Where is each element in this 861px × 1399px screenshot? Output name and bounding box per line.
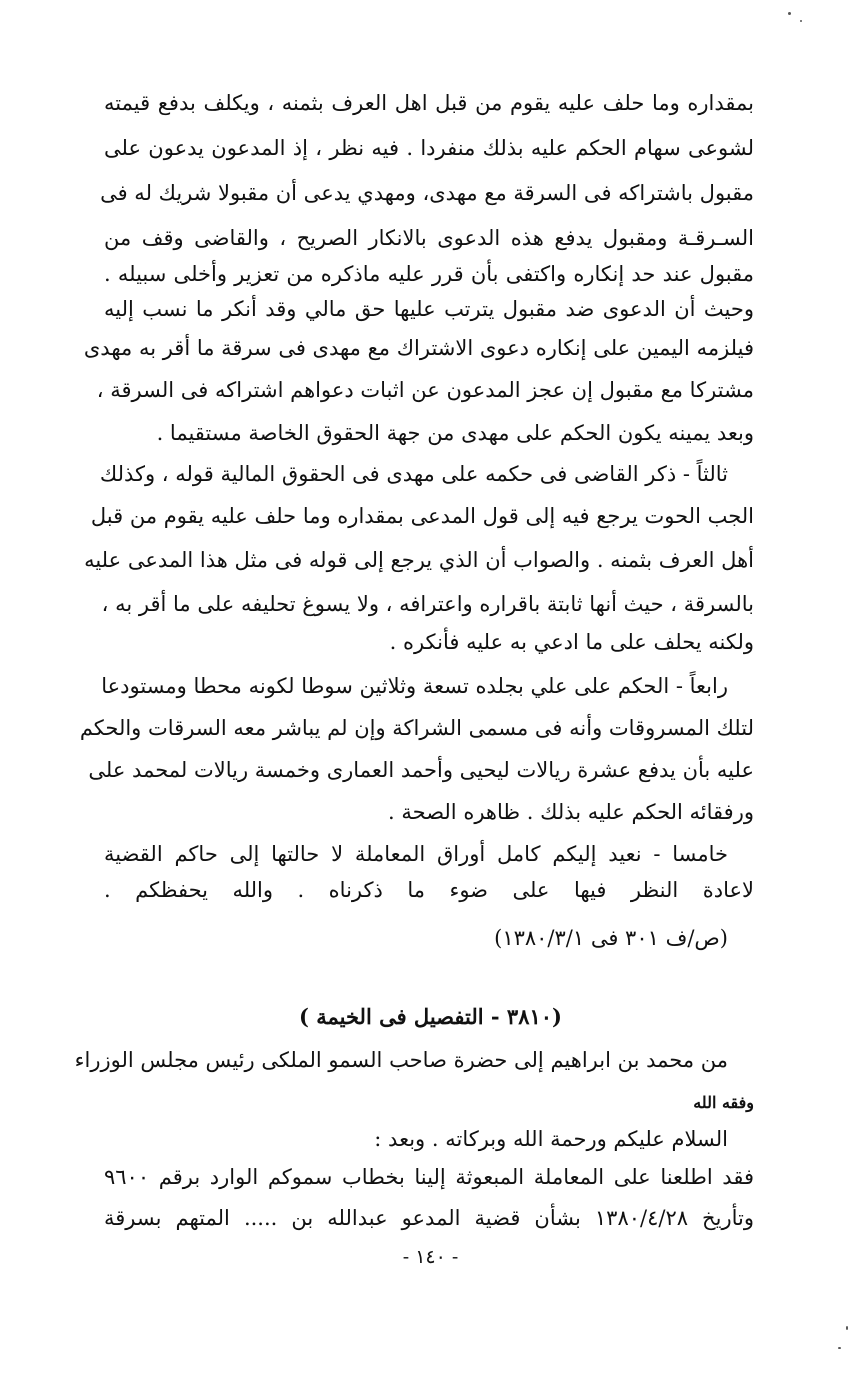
- text-line: ثالثاً - ذكر القاضى فى حكمه على مهدى فى الحقوق المالية قوله ، وكذلك: [99, 462, 728, 486]
- text-line: وتأريخ ١٣٨٠/٤/٢٨ بشأن قضية المدعو عبدالله بن ..... المتهم بسرقة: [104, 1206, 754, 1230]
- letter-greeting: السلام عليكم ورحمة الله وبركاته . وبعد :: [374, 1127, 728, 1151]
- letter-blessing: وفقه الله: [693, 1093, 754, 1112]
- scan-speck: [800, 20, 802, 22]
- page-number: - ١٤٠ -: [402, 1246, 459, 1268]
- text-line: ولكنه يحلف على ما ادعي به عليه فأنكره .: [389, 630, 754, 654]
- text-line: ورفقائه الحكم عليه بذلك . ظاهره الصحة .: [388, 800, 754, 824]
- text-line: لتلك المسروقات وأنه فى مسمى الشراكة وإن لم يباشر معه السرقات والحكم: [79, 716, 754, 740]
- reference-note: (ص/ف ٣٠١ فى ١٣٨٠/٣/١): [494, 926, 728, 950]
- text-line: وحيث أن الدعوى ضد مقبول يترتب عليها حق مالي وقد أنكر ما نسب إليه: [104, 297, 754, 321]
- text-line: بمقداره وما حلف عليه يقوم من قبل اهل العرف بثمنه ، ويكلف بدفع قيمته: [104, 91, 754, 115]
- text-line: رابعاً - الحكم على علي بجلده تسعة وثلاثين سوطا لكونه محطا ومستودعا: [101, 674, 728, 698]
- text-line: مقبول باشتراكه فى السرقة مع مهدى، ومهدي يدعى أن مقبولا شريك له فى: [100, 181, 754, 205]
- section-heading: (٣٨١٠ - التفصيل فى الخيمة ): [299, 1004, 562, 1029]
- text-line: وبعد يمينه يكون الحكم على مهدى من جهة الحقوق الخاصة مستقيما .: [156, 421, 754, 445]
- text-line: مشتركا مع مقبول إن عجز المدعون عن اثبات دعواهم اشتراكه فى السرقة ،: [96, 378, 754, 402]
- text-line: فقد اطلعنا على المعاملة المبعوثة إلينا بخطاب سموكم الوارد برقم ٩٦٠٠: [104, 1165, 754, 1189]
- text-line: فيلزمه اليمين على إنكاره دعوى الاشتراك مع مهدى فى سرقة ما أقر به مهدى: [83, 336, 754, 360]
- scan-speck: [846, 1326, 848, 1330]
- scan-speck: [788, 12, 791, 15]
- text-line: لاعادة النظر فيها على ضوء ما ذكرناه . والله يحفظكم .: [104, 878, 754, 902]
- text-line: الجب الحوت يرجع فيه إلى قول المدعى بمقداره وما حلف عليه يقوم من قبل: [90, 504, 754, 528]
- text-line: مقبول عند حد إنكاره واكتفى بأن قرر عليه ماذكره من تعزير وأخلى سبيله .: [104, 262, 754, 286]
- text-line: خامسا - نعيد إليكم كامل أوراق المعاملة لا حالتها إلى حاكم القضية: [104, 842, 728, 866]
- scan-speck: [838, 1347, 841, 1349]
- text-line: السـرقـة ومقبول يدفع هذه الدعوى بالانكار الصريح ، والقاضى وقف من: [104, 226, 754, 250]
- letter-addressee: من محمد بن ابراهيم إلى حضرة صاحب السمو الملكى رئيس مجلس الوزراء: [74, 1048, 728, 1072]
- text-line: لشوعى سهام الحكم عليه بذلك منفردا . فيه نظر ، إذ المدعون يدعون على: [104, 136, 754, 160]
- text-line: بالسرقة ، حيث أنها ثابتة باقراره واعترافه ، ولا يسوغ تحليفه على ما أقر به ،: [101, 592, 754, 616]
- text-line: أهل العرف بثمنه . والصواب أن الذي يرجع إلى قوله فى مثل هذا المدعى عليه: [84, 548, 754, 572]
- text-line: عليه بأن يدفع عشرة ريالات ليحيى وأحمد العمارى وخمسة ريالات لمحمد على: [88, 758, 754, 782]
